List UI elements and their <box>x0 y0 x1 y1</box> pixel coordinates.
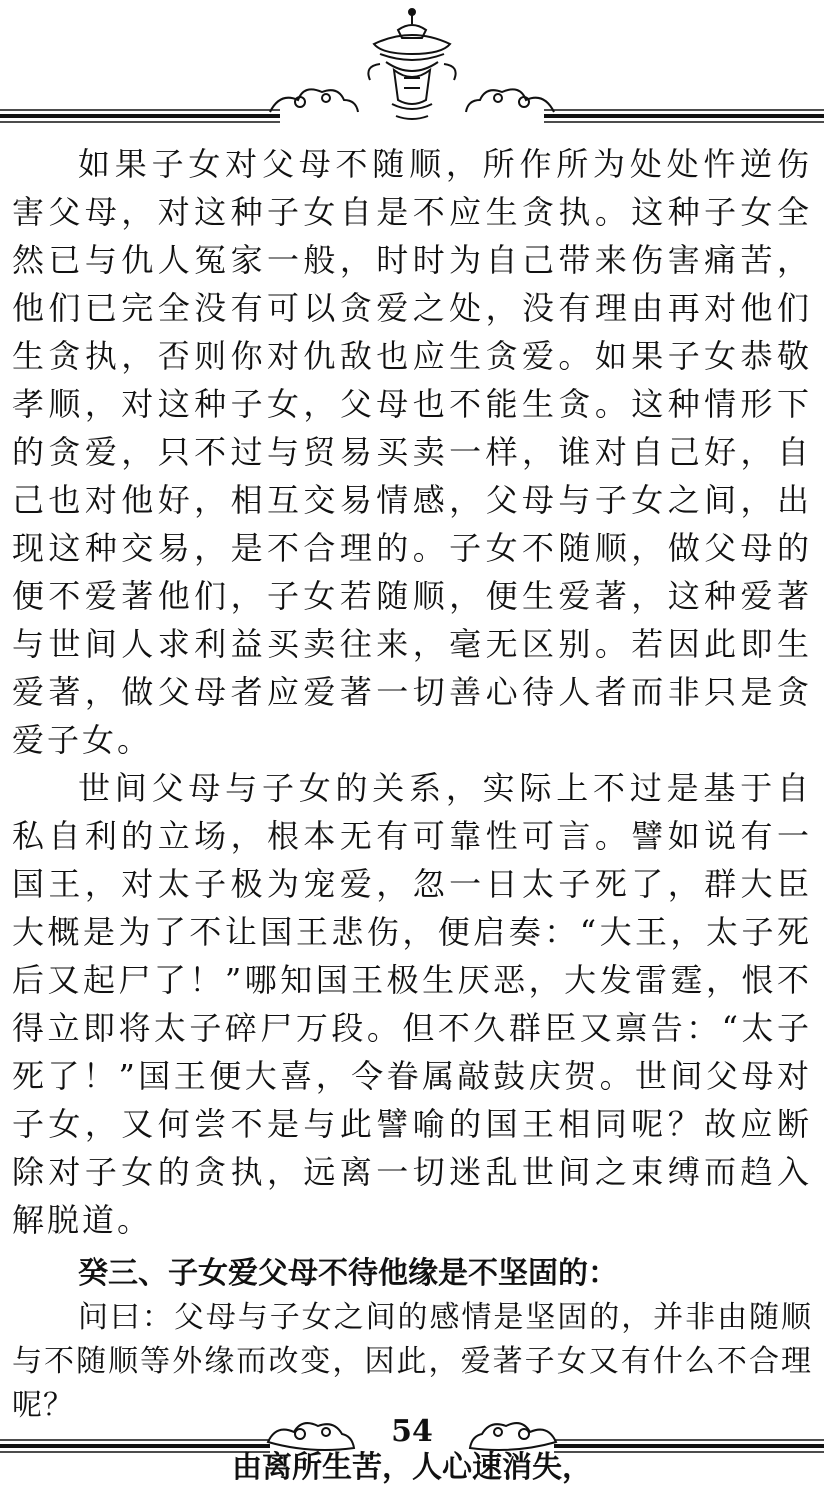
header-ornament <box>0 0 824 130</box>
body-paragraph-1: 如果子女对父母不随顺，所作所为处处忤逆伤害父母，对这种子女自是不应生贪执。这种子女全然已与仇人冤家一般，时时为自己带来伤害痛苦，他们已完全没有可以贪爱之处，没有理由再对他们生贪执，否则你对仇敌也应生贪爱。如果子女恭敬孝顺，对这种子女，父母也不能生贪。这种情形下的贪爱，只不过与贸易买卖一样，谁对自己好，自己也对他好，相互交易情感，父母与子女之间，出现这种交易，是不合理的。子女不随顺，做父母的便不爱著他们，子女若随顺，便生爱著，这种爱著与世间人求利益买卖往来，毫无区别。若因此即生爱著，做父母者应爱著一切善心待人者而非只是贪爱子女。 <box>12 145 812 759</box>
section-heading: 癸三、子女爱父母不待他缘是不坚固的： <box>78 1256 618 1291</box>
footer-cloud-icon-right <box>470 1423 556 1450</box>
body-paragraph-2: 世间父母与子女的关系，实际上不过是基于自私自利的立场，根本无有可靠性可言。譬如说有一国王，对太子极为宠爱，忽一日太子死了，群大臣大概是为了不让国王悲伤，便启奏：“大王，太子死后又起尸了！”哪知国王极生厌恶，大发雷霆，恨不得立即将太子碎尸万段。但不久群臣又禀告：“太子死了！”国王便大喜，令眷属敲鼓庆贺。世间父母对子女，又何尝不是与此譬喻的国王相同呢？故应断除对子女的贪执，远离一切迷乱世间之束缚而趋入解脱道。 <box>12 769 812 1239</box>
verse-line: 由离所生苦，人心速消失， <box>232 1450 592 1485</box>
question-paragraph: 问曰：父母与子女之间的感情是坚固的，并非由随顺与不随顺等外缘而改变，因此，爱著子女又有什么不合理呢？ <box>12 1300 812 1423</box>
footer-rule-left <box>0 1440 270 1452</box>
footer-cloud-icon-left <box>268 1423 354 1450</box>
footer-rule-right <box>554 1440 824 1452</box>
page-body <box>12 140 812 1490</box>
cloud-icon-right <box>466 89 554 112</box>
page-number: 54 <box>391 1414 433 1449</box>
header-rule-right <box>544 110 824 122</box>
cloud-icon-left <box>270 89 358 112</box>
header-rule-left <box>0 110 280 122</box>
parasol-emblem-icon <box>368 9 455 119</box>
